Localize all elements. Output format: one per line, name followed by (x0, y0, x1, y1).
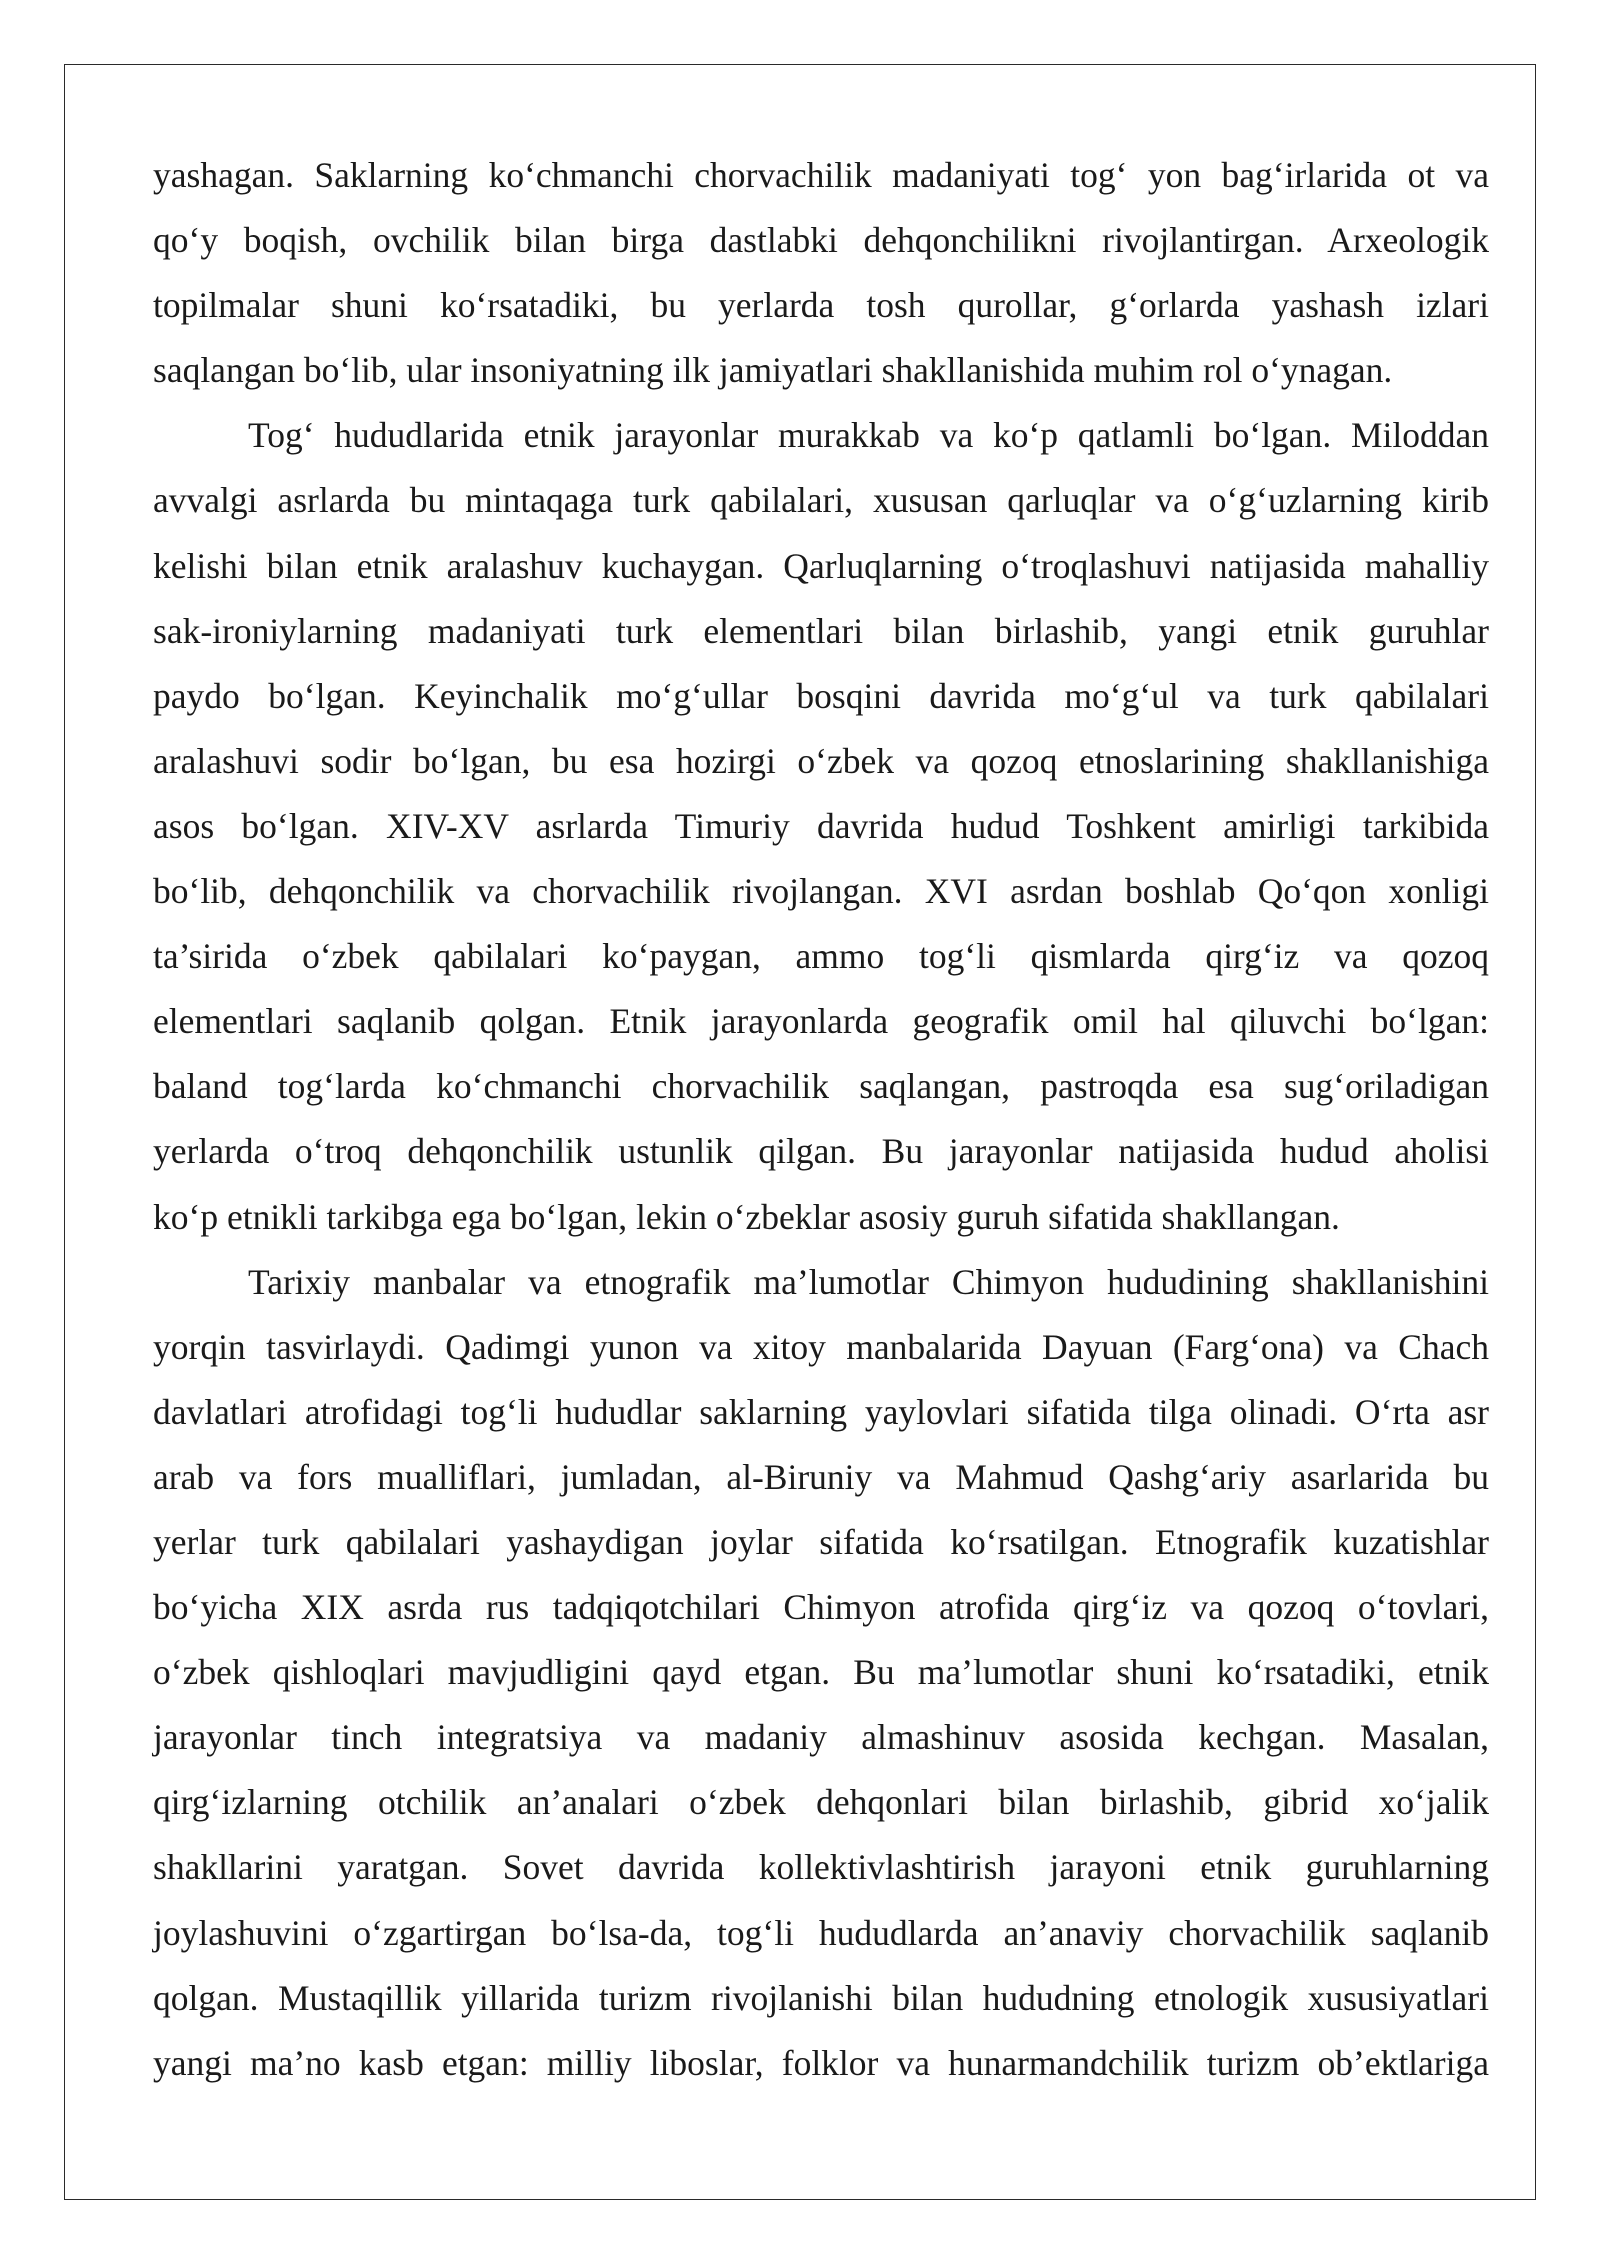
paragraph-first-line: Tog‘ hududlarida etnik jarayonlar murakkab va ko‘p qatlamli bo‘lgan. Miloddan (248, 415, 1489, 456)
text-line: paydo bo‘lgan. Keyinchalik mo‘g‘ullar bosqini davrida mo‘g‘ul va turk qabilalari (153, 675, 1489, 716)
text-line: ta’sirida o‘zbek qabilalari ko‘paygan, ammo tog‘li qismlarda qirg‘iz va qozoq (153, 936, 1489, 977)
text-line: joylashuvini o‘zgartirgan bo‘lsa-da, tog‘li hududlarda an’anaviy chorvachilik saqlanib (153, 1912, 1489, 1953)
text-line: topilmalar shuni ko‘rsatadiki, bu yerlarda tosh qurollar, g‘orlarda yashash izlari (153, 285, 1489, 326)
text-line: bo‘yicha XIX asrda rus tadqiqotchilari Chimyon atrofida qirg‘iz va qozoq o‘tovlari, (153, 1587, 1489, 1628)
text-line: qolgan. Mustaqillik yillarida turizm rivojlanishi bilan hududning etnologik xususiyatlari (153, 1977, 1489, 2018)
text-line: asos bo‘lgan. XIV-XV asrlarda Timuriy davrida hudud Toshkent amirligi tarkibida (153, 805, 1489, 846)
text-line: ko‘p etnikli tarkibga ega bo‘lgan, lekin o‘zbeklar asosiy guruh sifatida shakllangan. (153, 1196, 1340, 1237)
text-line: avvalgi asrlarda bu mintaqaga turk qabilalari, xususan qarluqlar va o‘g‘uzlarning kirib (153, 480, 1489, 521)
text-line: arab va fors mualliflari, jumladan, al-Biruniy va Mahmud Qashg‘ariy asarlarida bu (153, 1456, 1489, 1497)
text-line: elementlari saqlanib qolgan. Etnik jarayonlarda geografik omil hal qiluvchi bo‘lgan: (153, 1001, 1489, 1042)
text-line: saqlangan bo‘lib, ular insoniyatning ilk jamiyatlari shakllanishida muhim rol o‘ynagan. (153, 350, 1393, 391)
text-line: davlatlari atrofidagi tog‘li hududlar saklarning yaylovlari sifatida tilga olinadi. O‘rta asr (153, 1391, 1489, 1432)
text-line: qo‘y boqish, ovchilik bilan birga dastlabki dehqonchilikni rivojlantirgan. Arxeologik (153, 220, 1489, 261)
text-line: yashagan. Saklarning ko‘chmanchi chorvachilik madaniyati tog‘ yon bag‘irlarida ot va (153, 155, 1489, 195)
text-line: aralashuvi sodir bo‘lgan, bu esa hozirgi o‘zbek va qozoq etnoslarining shakllanishiga (153, 740, 1489, 781)
paragraph-first-line: Tarixiy manbalar va etnografik ma’lumotlar Chimyon hududining shakllanishini (248, 1261, 1489, 1302)
text-line: qirg‘izlarning otchilik an’analari o‘zbek dehqonlari bilan birlashib, gibrid xo‘jalik (153, 1782, 1489, 1823)
text-line: yerlarda o‘troq dehqonchilik ustunlik qilgan. Bu jarayonlar natijasida hudud aholisi (153, 1131, 1489, 1172)
text-line: yangi ma’no kasb etgan: milliy liboslar, folklor va hunarmandchilik turizm ob’ektlariga (153, 2042, 1489, 2083)
text-line: jarayonlar tinch integratsiya va madaniy almashinuv asosida kechgan. Masalan, (153, 1717, 1489, 1758)
text-line: sak-ironiylarning madaniyati turk elementlari bilan birlashib, yangi etnik guruhlar (153, 610, 1489, 651)
text-line: bo‘lib, dehqonchilik va chorvachilik rivojlangan. XVI asrdan boshlab Qo‘qon xonligi (153, 871, 1489, 912)
text-line: yerlar turk qabilalari yashaydigan joylar sifatida ko‘rsatilgan. Etnografik kuzatishlar (153, 1521, 1489, 1562)
text-line: kelishi bilan etnik aralashuv kuchaygan. Qarluqlarning o‘troqlashuvi natijasida mahalliy (153, 545, 1489, 586)
document-body (153, 143, 1489, 2096)
text-line: yorqin tasvirlaydi. Qadimgi yunon va xitoy manbalarida Dayuan (Farg‘ona) va Chach (153, 1326, 1489, 1367)
text-line: shakllarini yaratgan. Sovet davrida kollektivlashtirish jarayoni etnik guruhlarning (153, 1847, 1489, 1888)
text-line: baland tog‘larda ko‘chmanchi chorvachilik saqlangan, pastroqda esa sug‘oriladigan (153, 1066, 1489, 1107)
text-line: o‘zbek qishloqlari mavjudligini qayd etgan. Bu ma’lumotlar shuni ko‘rsatadiki, etnik (153, 1652, 1489, 1693)
